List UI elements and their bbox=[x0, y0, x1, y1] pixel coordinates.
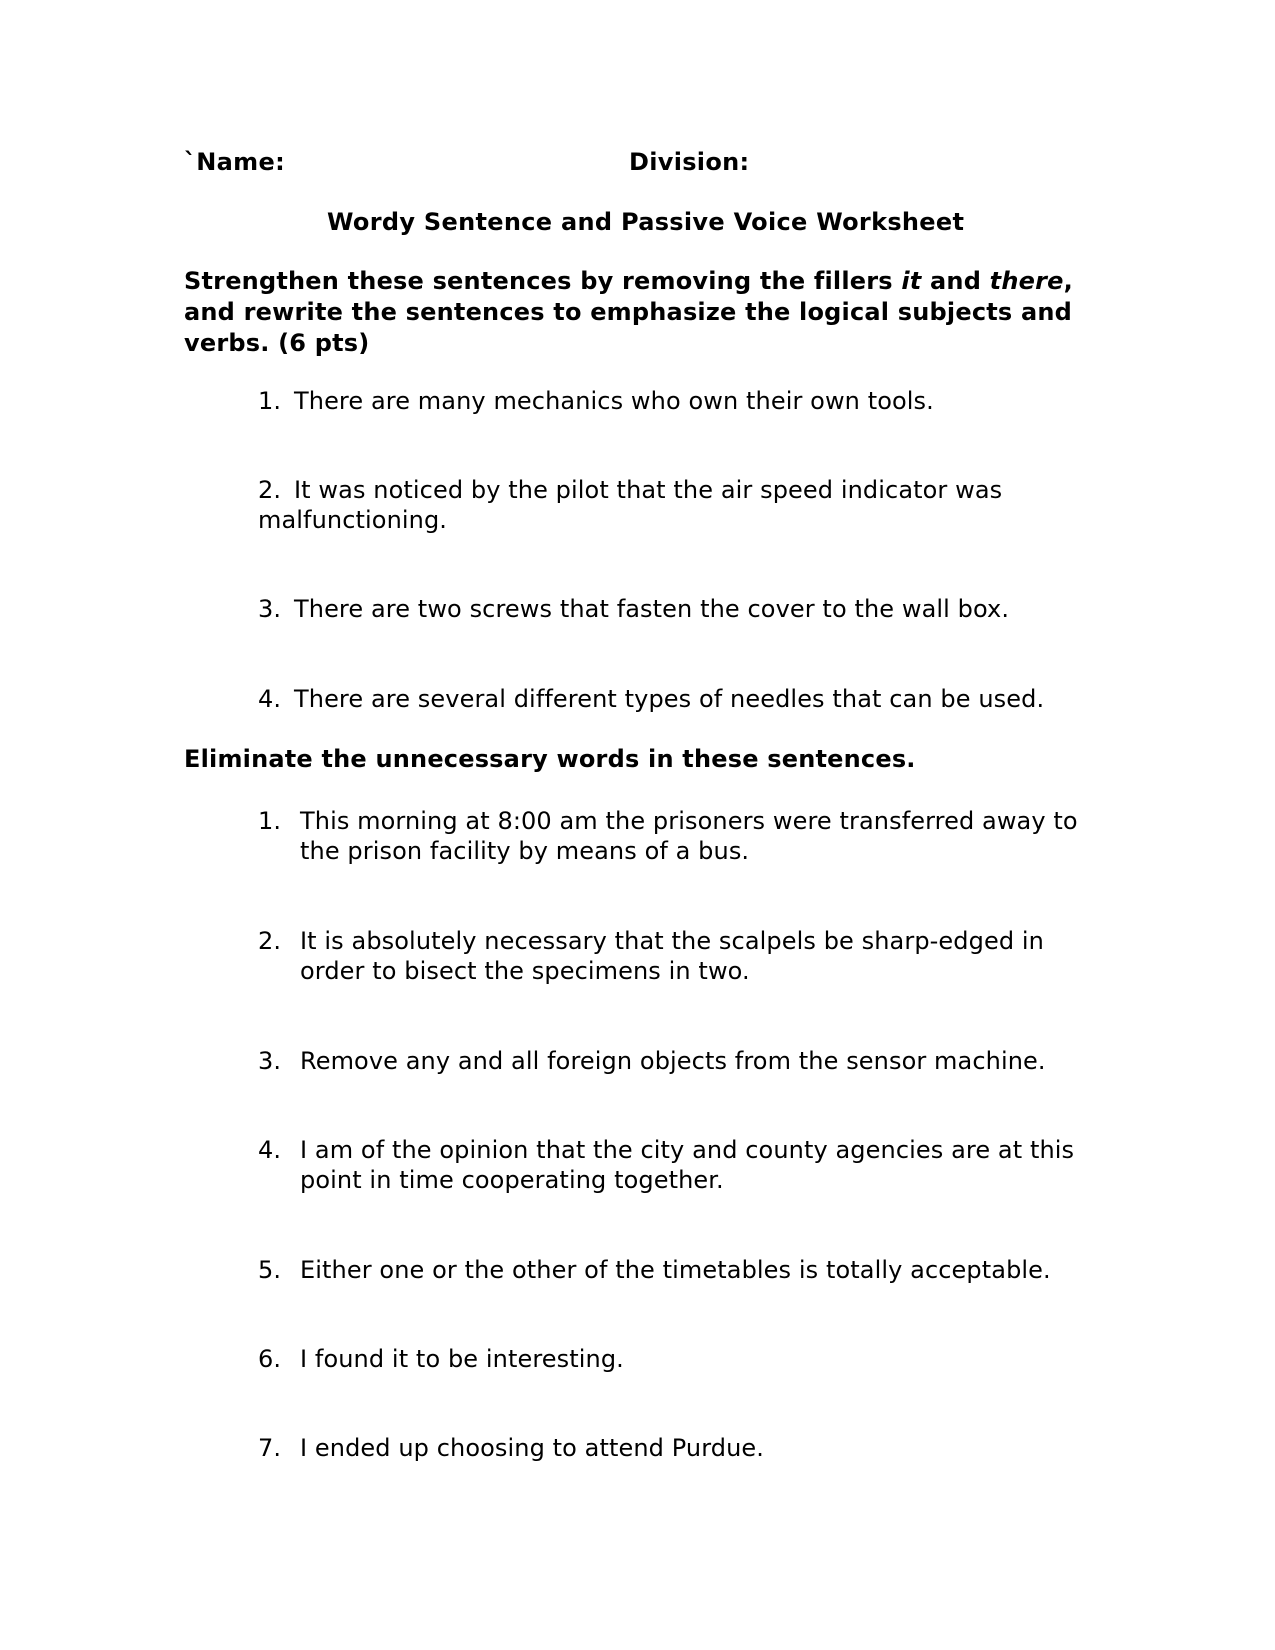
item-number: 6. bbox=[258, 1345, 282, 1373]
name-label: `Name: bbox=[184, 148, 285, 176]
item-number: 7. bbox=[258, 1434, 282, 1462]
item-text: Remove any and all foreign objects from the sensor machine. bbox=[300, 1047, 1046, 1075]
item-text: I ended up choosing to attend Purdue. bbox=[300, 1434, 764, 1462]
item-text: This morning at 8:00 am the prisoners were transferred away to bbox=[300, 807, 1078, 835]
item-text: It is absolutely necessary that the scalpels be sharp-edged in bbox=[300, 927, 1044, 955]
item-text-continued: point in time cooperating together. bbox=[300, 1166, 724, 1194]
page-title: Wordy Sentence and Passive Voice Worksheet bbox=[327, 208, 965, 236]
instructions-text: and bbox=[921, 267, 990, 295]
item-number: 2. bbox=[258, 476, 282, 504]
item-text: It was noticed by the pilot that the air speed indicator was bbox=[294, 476, 1003, 504]
list-item bbox=[258, 806, 1078, 866]
list-item bbox=[258, 475, 1002, 535]
filler-it: it bbox=[901, 267, 922, 295]
item-text-continued: malfunctioning. bbox=[258, 506, 448, 534]
item-number: 1. bbox=[258, 807, 282, 835]
item-text: There are several different types of needles that can be used. bbox=[294, 685, 1045, 713]
item-number: 2. bbox=[258, 927, 282, 955]
list-item bbox=[258, 594, 1009, 624]
list-item bbox=[258, 386, 934, 416]
list-item bbox=[258, 1344, 624, 1374]
division-label: Division: bbox=[629, 148, 750, 176]
item-text: I am of the opinion that the city and county agencies are at this bbox=[300, 1136, 1075, 1164]
item-number: 3. bbox=[258, 1047, 282, 1075]
section1-instructions bbox=[184, 266, 1073, 359]
list-item bbox=[258, 1135, 1074, 1195]
item-number: 5. bbox=[258, 1256, 282, 1284]
item-text-continued: the prison facility by means of a bus. bbox=[300, 837, 750, 865]
item-text: Either one or the other of the timetables is totally acceptable. bbox=[300, 1256, 1051, 1284]
item-number: 4. bbox=[258, 685, 282, 713]
item-text: There are many mechanics who own their own tools. bbox=[294, 387, 934, 415]
instructions-text: and rewrite the sentences to emphasize the logical subjects and bbox=[184, 298, 1073, 326]
instructions-text: verbs. (6 pts) bbox=[184, 329, 370, 357]
list-item bbox=[258, 1046, 1046, 1076]
item-text-continued: order to bisect the specimens in two. bbox=[300, 957, 750, 985]
item-text: There are two screws that fasten the cover to the wall box. bbox=[294, 595, 1010, 623]
instructions-text: Strengthen these sentences by removing the fillers bbox=[184, 267, 902, 295]
list-item bbox=[258, 926, 1044, 986]
list-item bbox=[258, 684, 1044, 714]
item-text: I found it to be interesting. bbox=[300, 1345, 624, 1373]
section2-instructions: Eliminate the unnecessary words in these sentences. bbox=[184, 745, 916, 773]
item-number: 4. bbox=[258, 1136, 282, 1164]
list-item bbox=[258, 1255, 1051, 1285]
instructions-text: , bbox=[1063, 267, 1073, 295]
item-number: 1. bbox=[258, 387, 282, 415]
item-number: 3. bbox=[258, 595, 282, 623]
list-item bbox=[258, 1433, 764, 1463]
filler-there: there bbox=[989, 267, 1064, 295]
